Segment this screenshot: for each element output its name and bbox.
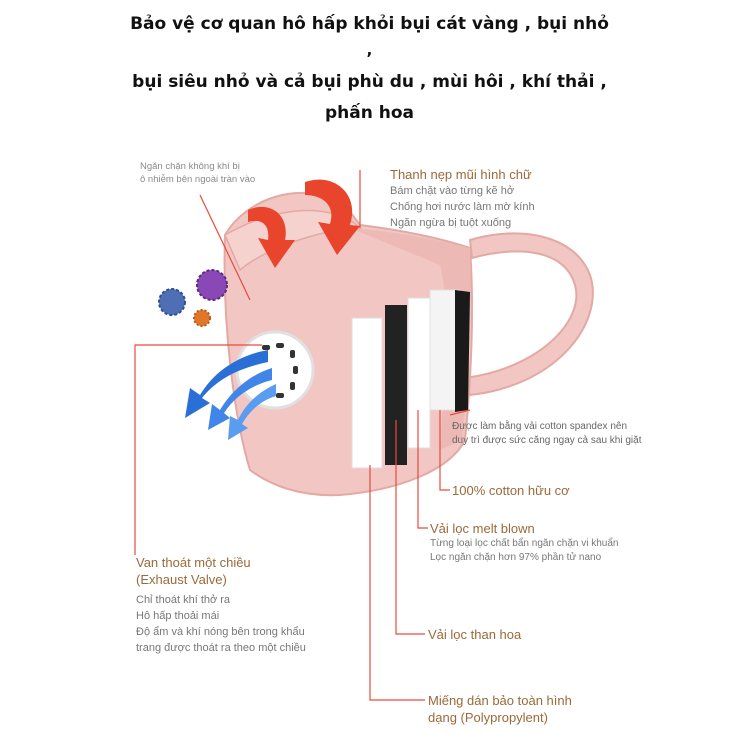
patch-line-2: dạng (Polypropylent) [428,710,548,725]
melt-blown-title: Vải lọc melt blown [430,521,535,536]
callout-melt-blown [430,520,619,565]
nose-bar-item-1: Bám chặt vào từng kẽ hở [390,185,515,197]
valve-item-2: Hô hấp thoải mái [136,610,220,622]
callout-valve [136,554,306,656]
virus-blue [159,289,185,315]
valve-title: Van thoát một chiều [136,555,251,570]
callout-spandex [452,420,641,448]
layer-edge-dark [455,290,470,412]
outside-air-line-1: Ngăn chặn không khí bị [140,161,240,172]
valve-subtitle: (Exhaust Valve) [136,572,227,587]
melt-blown-line-2: Lọc ngăn chặn hơn 97% phần tử nano [430,552,602,563]
spandex-line-1: Được làm bằng vải cotton spandex nên [452,421,628,432]
ear-loop [465,233,593,395]
headline-line-2: , [366,41,373,59]
callout-outside-air [140,160,255,186]
valve-item-1: Chỉ thoát khí thở ra [136,594,231,606]
virus-purple [197,270,227,300]
exhaust-valve [237,332,313,408]
valve-item-3: Độ ẩm và khí nóng bên trong khẩu [136,626,305,638]
layer-patch-white [352,318,382,468]
nose-bar-item-2: Chống hơi nước làm mờ kính [390,201,535,213]
outside-air-line-2: ô nhiễm bên ngoài tràn vào [140,174,256,185]
virus-orange [194,310,210,326]
headline-line-3: bụi siêu nhỏ và cả bụi phù du , mùi hôi , khí thải , [132,72,607,92]
callout-patch [428,692,572,726]
nose-bar-title: Thanh nẹp mũi hình chữ [390,167,532,182]
spandex-line-2: duy trì được sức căng ngay cả sau khi giặt [452,435,642,446]
headline-line-1: Bảo vệ cơ quan hô hấp khỏi bụi cát vàng , bụi nhỏ [130,14,609,34]
charcoal-title: Vải lọc than hoa [428,627,522,642]
headline-line-4: phấn hoa [324,103,415,123]
valve-item-4: trang được thoát ra theo một chiều [136,642,306,654]
melt-blown-line-1: Từng loại lọc chất bẩn ngăn chặn vi khuẩn [430,538,619,549]
layer-melt-blown [408,298,430,448]
patch-title: Miếng dán bảo toàn hình [428,693,572,708]
callout-charcoal [428,626,521,643]
callout-cotton [452,482,570,499]
callout-nose-bar [390,166,535,231]
line-patch [370,465,425,700]
nose-bar-item-3: Ngăn ngừa bị tuột xuống [390,217,512,229]
cotton-title: 100% cotton hữu cơ [452,483,570,498]
